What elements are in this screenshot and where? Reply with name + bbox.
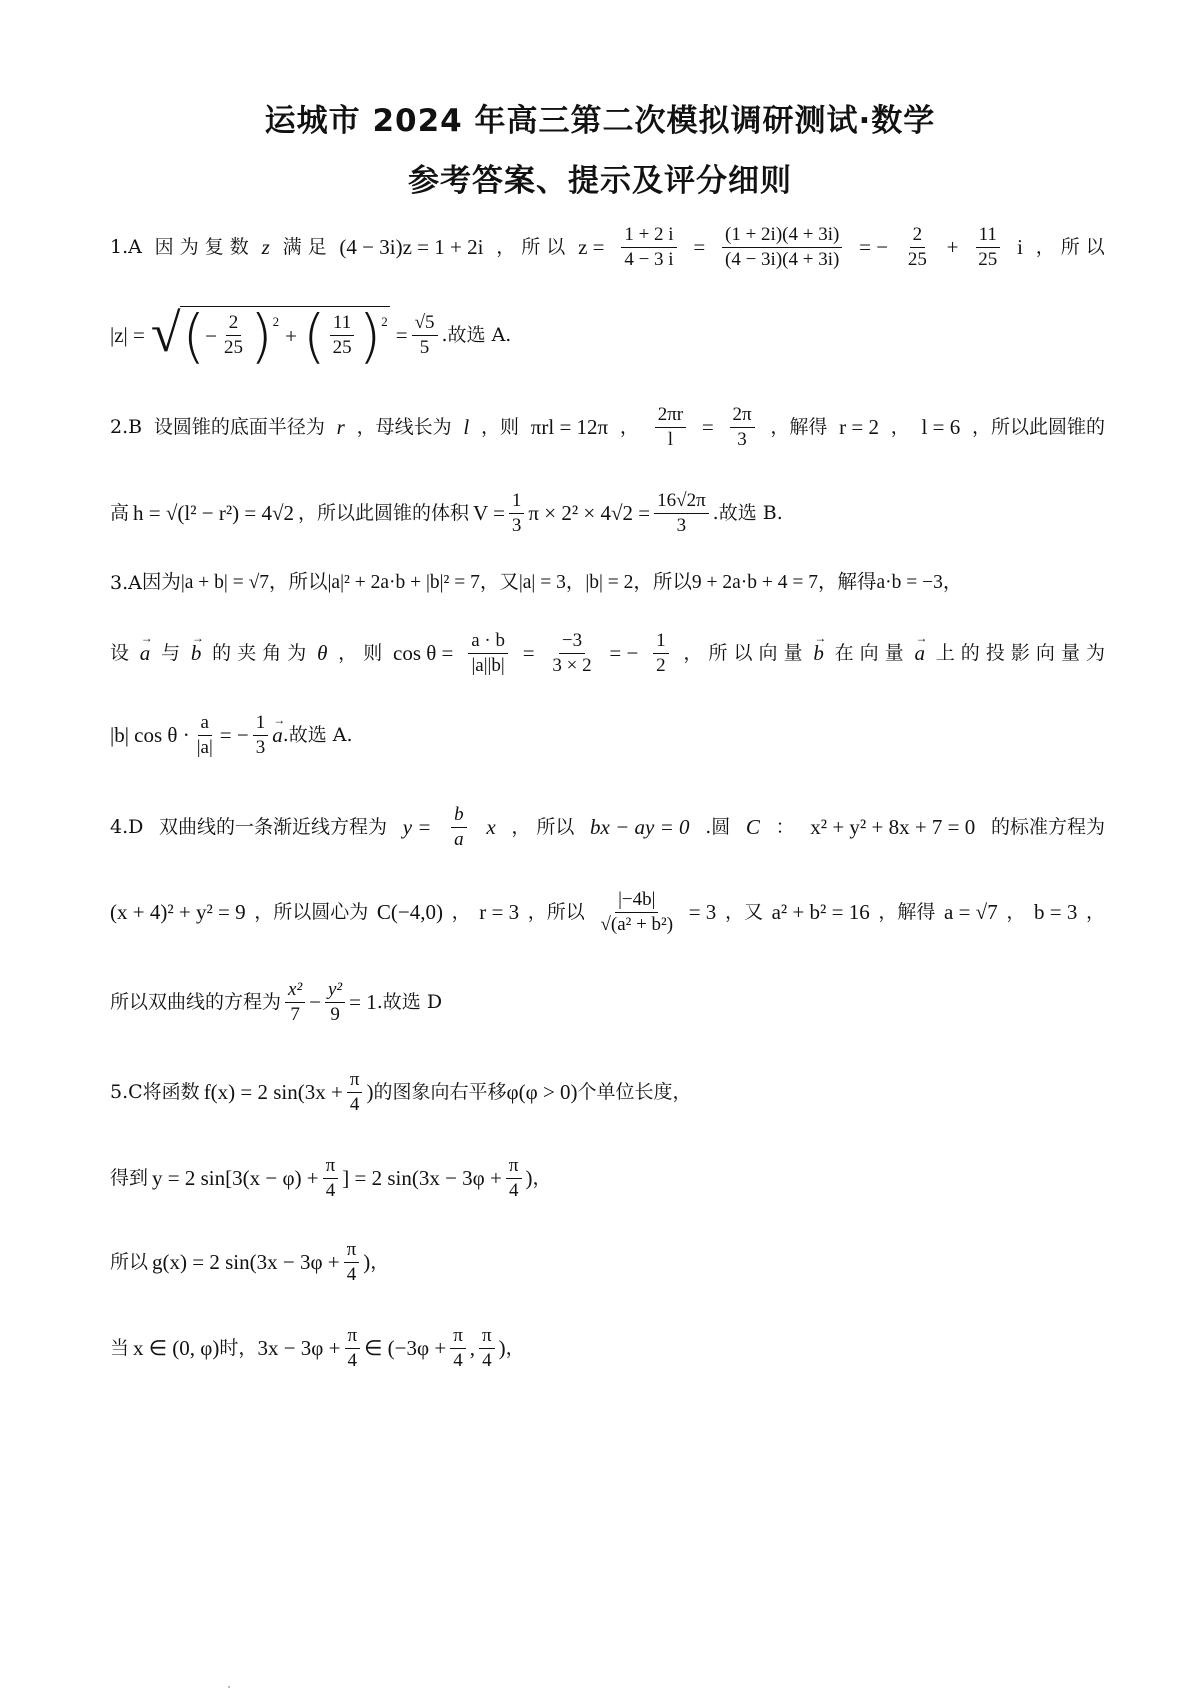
q4-center: C(−4,0) [376,900,443,924]
q1-mod-frac-a: $\frac{2}{25}$ [223,312,243,358]
q4-eq4: = 3 [688,900,717,924]
q5-text-b4: 时， [219,1337,258,1359]
q3-proj-vector: → a [272,720,283,750]
q1-modulus-lhs: |z| = [110,323,145,347]
q1-eq5: i [1017,235,1023,259]
q2-frac-volume: $\frac{16√2\pi}{3}$ [654,489,709,538]
q5-text-a3: 所以 [110,1251,149,1273]
q1-sqrt: √ ( − $\frac{2}{25}$ ) $^2$ + ( $\frac{11}{25}$ ) $^2$ [150,301,388,370]
q1-line-1: 1.A 因 为 复 数 z 满 足 (4 − 3i)z = 1 + 2i ， 所 以 z = $\frac{1 + 2 i}{4 - 3 i}$ = $\frac{(1 + 2i)(4 + 3i)}{(4 - 3i)(4 + 3i)}$ = − $\frac{2}{25}$ + $\frac{11}{25}$ i ， 所 以 [110,223,1105,270]
q4-std-eq: (x + 4)² + y² = 9 [110,900,246,924]
q2-answer: .故选 B. [712,502,783,524]
q5-interval-close: ) [498,1336,506,1360]
q4-frac-distance: $\frac{|-4b|}{\text{√(a² + b²)}}$ [600,888,674,935]
q4-frac-slope: $\frac{b}{a}$ [451,803,467,852]
q2-text-d: ，解得 [770,416,828,438]
q3-cos-lhs: cos θ = [393,641,454,665]
q3-text-f: 在 向 量 [834,642,904,664]
q3-text-e: ， 所 以 向 量 [683,642,803,664]
q3-text-d: ， 则 [338,642,383,664]
q3-eq3: = − [609,641,639,665]
q2-line-2 [110,483,1105,543]
q2-height-eq: h = √(l² − r²) = 4√2 [133,501,295,525]
q5-line-2 [110,1148,1105,1208]
q4-eq5: a² + b² = 16 [771,900,870,924]
q2-l: l [463,415,470,439]
q5-frac-pi4-f: $\frac{\pi}{4}$ [479,1324,495,1373]
q1-frac-4: $\frac{11}{25}$ [975,223,1000,272]
q5-frac-pi4: $\frac{\pi}{4}$ [347,1068,363,1117]
q5-tail3: ， [370,1251,390,1273]
q5-func: f(x) = 2 sin(3x + [203,1080,343,1104]
q1-text-c: ， 所 以 [496,236,566,258]
q2-sep2: ， [890,416,910,438]
q4-text-b2: ，所以 [527,901,585,923]
q2-eq1: πrl = 12π [530,415,609,439]
q4-line-3 [110,970,1105,1034]
q4-text-b: ， 所以 [511,816,575,838]
page-title: 运城市 2024 年高三第二次模拟调研测试·数学 [264,103,936,139]
q3-frac-value: $\frac{-3}{3 \times 2}$ [552,629,592,676]
q1-mod-result: $\frac{√5}{5}$ [412,311,438,360]
q2-sep1: ， [619,416,639,438]
q1-label: 1.A [110,236,142,258]
q5-close: ) [366,1080,374,1104]
q5-shifted-2: ] = 2 sin(3x − 3φ + [342,1166,502,1190]
q3-line-1 [110,565,1105,601]
q5-line-3 [110,1232,1105,1292]
q4-eq6: a = √7 [944,900,998,924]
q4-text-e: 的标准方程为 [990,816,1105,838]
q5-text-a4: 当 [110,1337,130,1359]
q3-frac-third: $\frac{1}{3}$ [253,711,269,760]
q1-text-a: 因 为 复 数 [154,236,249,258]
q2-volume-text: ，所以此圆锥的体积 [298,502,470,524]
q5-label: 5.C [110,1081,143,1103]
q4-answer: .故选 D [376,991,443,1013]
q2-frac-1: $\frac{2\pi r}{l}$ [655,403,686,452]
q2-text-e: ，所以此圆锥的 [971,416,1105,438]
q5-line-4 [110,1318,1105,1378]
q1-eq3: = − [859,235,889,259]
q5-frac-pi4-e: $\frac{\pi}{4}$ [450,1324,466,1373]
q2-volume-lhs: V = [473,501,505,525]
q3-text-g: 上 的 投 影 向 量 为 [935,642,1105,664]
q5-text-b: 的图象向右平移 [373,1081,507,1103]
q2-height-label: 高 [110,502,130,524]
q4-text-d2: ，解得 [878,901,936,923]
q4-text-c2: ，又 [724,901,763,923]
q3-frac-unit: $\frac{a}{|a|}$ [196,711,213,758]
q5-text-a2: 得到 [110,1167,149,1189]
q3-text-a: 设 [110,642,130,664]
q3-proj-lhs: |b| cos θ · [110,723,190,747]
q5-interval-open: ∈ (−3φ + [364,1336,447,1360]
q5-frac-pi4-c: $\frac{\pi}{4}$ [344,1238,360,1287]
q5-tail2: ， [532,1167,552,1189]
q3-frac-half: $\frac{1}{2}$ [653,629,669,678]
q2-frac-third: $\frac{1}{3}$ [509,489,525,538]
q3-line-3 [110,700,1105,770]
q3-text-b: 与 [161,642,181,664]
q1-eq2: z = [578,235,605,259]
q4-line-2 [110,880,1105,944]
q3-proj-eq: = − [219,723,249,747]
q4-text-a: 双曲线的一条渐近线方程为 [159,816,388,838]
q5-domain: x ∈ (0, φ) [133,1336,220,1360]
q3-vector-a: → a [140,638,151,668]
q5-comma: , [469,1336,476,1360]
q4-eq3: bx − ay = 0 [590,815,690,839]
q4-sep1: ， [451,901,471,923]
q4-sep2: ， [1006,901,1026,923]
q3-frac-cos: $\frac{a \cdot b}{|a||b|}$ [468,629,508,678]
q2-line-1 [110,397,1105,457]
page-subtitle: 参考答案、提示及评分细则 [408,163,792,199]
q4-text-d: ： [775,816,795,838]
q3-label: 3.A [110,572,142,594]
q2-volume-mid: π × 2² × 4√2 = [528,501,651,525]
q3-line1-text: 因为|a + b| = √7，所以|a|² + 2a·b + |b|² = 7，又|a| = 3，|b| = 2，所以9 + 2a·b + 4 = 7，解得a·b = −3， [141,572,963,593]
q4-circle-eq: x² + y² + 8x + 7 = 0 [810,815,976,839]
q4-frac-x: $\frac{\text{x²}}{7}$ [285,978,305,1027]
q3-vector-a-2: → a [914,638,925,668]
q3-vector-b-2: → b [813,638,824,668]
q2-frac-2: $\frac{2\pi}{3}$ [730,403,755,452]
q2-text-a: 设圆锥的底面半径为 [153,416,325,438]
q1-text-d: ， 所 以 [1035,236,1105,258]
q5-frac-pi4-a: $\frac{\pi}{4}$ [323,1154,339,1203]
q4-eq7: b = 3 [1034,900,1078,924]
q4-eq1: y = [402,815,432,839]
scan-dot [228,1686,230,1688]
q4-text-a2: ，所以圆心为 [254,901,369,923]
q1-eq4: + [946,235,959,259]
q5-frac-pi4-d: $\frac{\pi}{4}$ [345,1324,361,1373]
q5-g-func: g(x) = 2 sin(3x − 3φ + [152,1250,340,1274]
q3-answer: .故选 A. [282,724,353,746]
q1-mod-frac-b: $\frac{11}{25}$ [330,311,355,360]
q5-frac-pi4-b: $\frac{\pi}{4}$ [506,1154,522,1203]
q2-text-b: ，母线长为 [356,416,452,438]
q4-text-a3: 所以双曲线的方程为 [110,991,282,1013]
q4-circle-c: C [745,815,760,839]
q2-eq2: = [701,415,714,439]
q2-eq4: l = 6 [921,415,961,439]
q3-vector-b: → b [191,638,202,668]
q1-answer: .故选 A. [441,324,512,346]
q4-label: 4.D [110,816,144,838]
q5-line-1 [110,1062,1105,1122]
q4-text-c: .圆 [705,816,731,838]
q1-z: z [261,235,270,259]
q1-eq1: (4 − 3i)z = 1 + 2i [339,235,484,259]
q4-eq2: x [486,815,496,839]
q5-shifted-1: y = 2 sin[3(x − φ) + [152,1166,319,1190]
q1-frac-2: $\frac{(1 + 2i)(4 + 3i)}{(4 - 3i)(4 + 3i)}$ [722,223,842,272]
q5-close3: ) [363,1250,371,1274]
q4-frac-y: $\frac{\text{y²}}{9}$ [325,978,345,1027]
q2-label: 2.B [110,416,143,438]
q1-line-2: |z| = √ ( − $\frac{2}{25}$ ) $^2$ + ( $\frac{11}{25}$ ) $^2$ = $\frac{√5}{5}$ .故选 A. [110,301,512,370]
q1-frac-1: $\frac{1 + 2 i}{4 - 3 i}$ [621,223,676,272]
q2-eq3: r = 2 [839,415,879,439]
q4-sep3: ， [1085,901,1105,923]
q5-tail4: ， [505,1337,525,1359]
q4-minus: − [309,990,321,1014]
q3-eq2: = [522,641,535,665]
q5-shift: φ(φ > 0) [506,1080,578,1104]
q4-line-1 [110,797,1105,857]
q3-theta: θ [317,641,328,665]
q3-line-2 [110,618,1105,688]
q2-r: r [336,415,345,439]
q5-close2: ) [525,1166,533,1190]
q1-text-b: 满 足 [282,236,327,258]
q1-frac-3: $\frac{2}{25}$ [907,223,927,270]
q3-text-c: 的 夹 角 为 [212,642,307,664]
q2-text-c: ，则 [480,416,519,438]
q5-text-c: 个单位长度， [577,1081,692,1103]
q5-text-a: 将函数 [142,1081,200,1103]
q4-eq-one: = 1 [349,990,377,1014]
q5-arg: 3x − 3φ + [257,1336,341,1360]
q4-radius: r = 3 [479,900,520,924]
